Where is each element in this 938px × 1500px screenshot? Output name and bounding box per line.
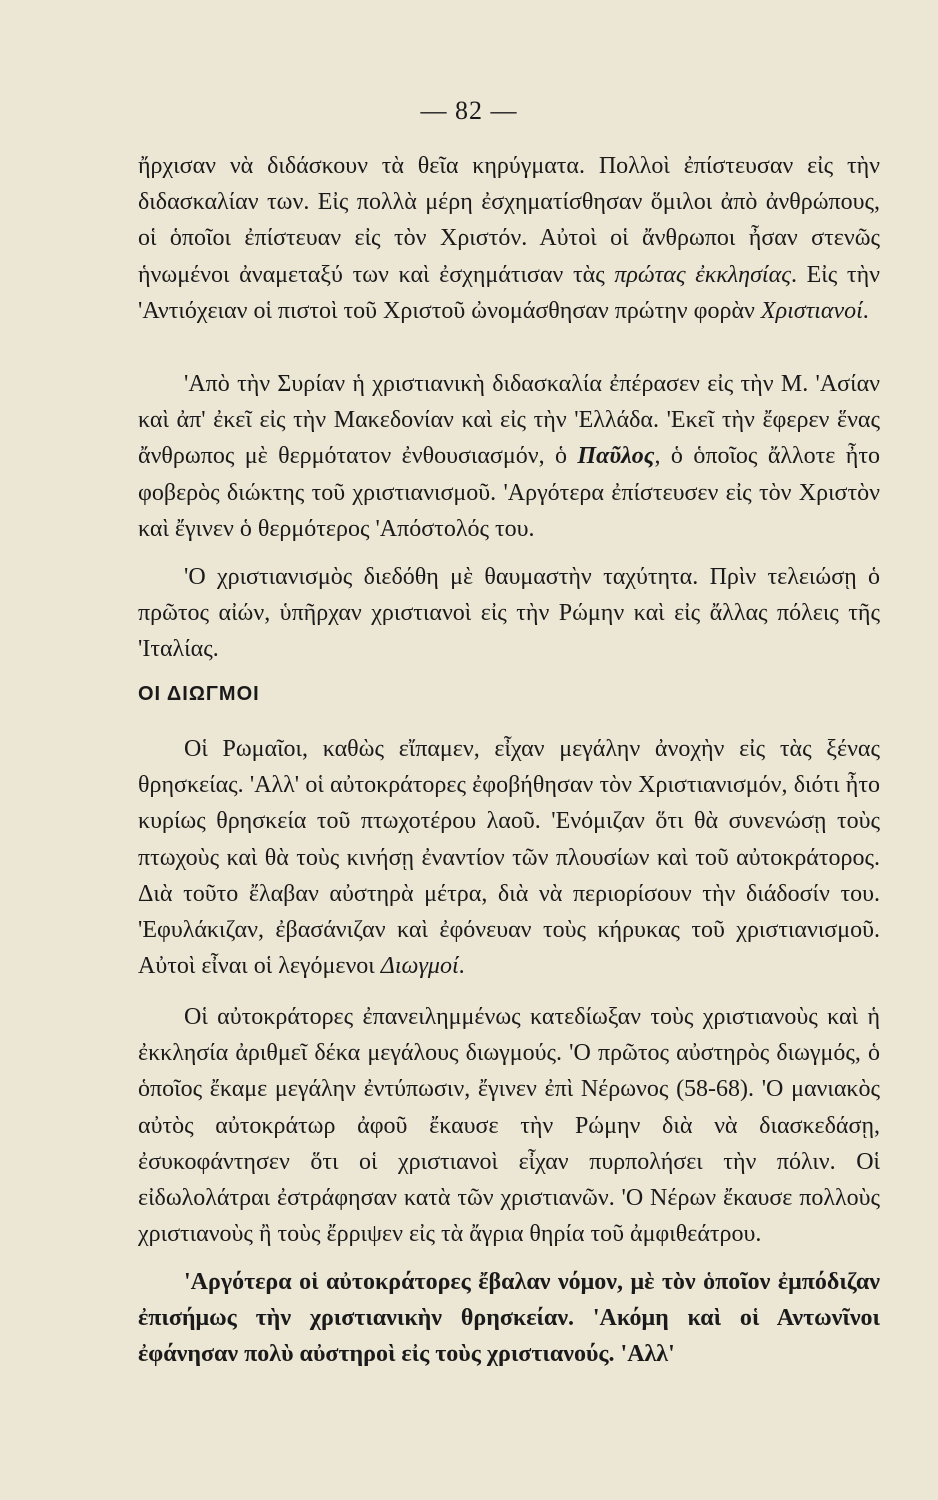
paragraph-2: [138, 366, 880, 547]
paragraph-1-text-a: ἤρχισαν νὰ διδάσκουν τὰ θεῖα κηρύγματα. Πολλοὶ ἐπίστευσαν εἰς τὴν διδασκαλίαν των. Εἰς πολλὰ μέρη ἐσχηματίσθησαν ὅμιλοι ἀπὸ ἀνθρώπους, οἱ ὁποῖοι ἐπίστευαν εἰς τὸν Χριστόν. Αὐτοὶ οἱ ἄνθρωποι ἦσαν στενῶς ἡνωμένοι ἀναμεταξύ των καὶ ἐσχημάτισαν τὰς: [138, 153, 880, 288]
page-number: — 82 —: [420, 96, 518, 125]
paragraph-4: [138, 731, 880, 984]
paragraph-2-text-a: 'Απὸ τὴν Συρίαν ἡ χριστιανικὴ διδασκαλία ἐπέρασεν εἰς τὴν Μ. 'Ασίαν καὶ ἀπ' ἐκεῖ εἰς τὴν Μακεδονίαν καὶ εἰς τὴν 'Ελλάδα. 'Εκεῖ τὴν ἔφερεν ἕνας ἄνθρωπος μὲ θερμότατον ἐνθουσιασμόν, ὁ: [138, 371, 880, 470]
paragraph-3: 'Ο χριστιανισμὸς διεδόθη μὲ θαυμαστὴν ταχύτητα. Πρὶν τελειώσῃ ὁ πρῶτος αἰών, ὑπῆρχαν χριστιανοὶ εἰς τὴν Ρώμην καὶ εἰς ἄλλας πόλεις τῆς 'Ιταλίας.: [138, 564, 880, 663]
paragraph-4-text-b: .: [458, 953, 465, 980]
paragraph-1-text-b: . Εἰς τὴν 'Αντιόχειαν οἱ πιστοὶ τοῦ Χριστοῦ ὠνομάσθησαν πρώτην φορὰν: [138, 261, 880, 324]
paragraph-2-text-b: , ὁ ὁποῖος ἄλλοτε ἦτο φοβερὸς διώκτης τοῦ χριστιανισμοῦ. 'Αργότερα ἐπίστευσεν εἰς τὸν Χριστὸν καὶ ἔγινεν ὁ θερμότερος 'Απόστολός του.: [138, 443, 881, 542]
emphasis-persecutions: Διωγμοί: [380, 953, 459, 980]
emphasis-paul: Παῦλος: [577, 443, 655, 470]
emphasis-first-churches: πρώτας ἐκκλησίας: [614, 261, 791, 288]
paragraph-4-text-a: Οἱ Ρωμαῖοι, καθὼς εἴπαμεν, εἶχαν μεγάλην ἀνοχὴν εἰς τὰς ξένας θρησκείας. 'Αλλ' οἱ αὐτοκράτορες ἐφοβήθησαν τὸν Χριστιανισμόν, διότι ἦτο κυρίως θρησκεία τοῦ πτωχοτέρου λαοῦ. 'Ενόμιζαν ὅτι θὰ συνενώσῃ τοὺς πτωχοὺς καὶ θὰ τοὺς κινήσῃ ἐναντίον τῶν πλουσίων καὶ τοῦ αὐτοκράτορος. Διὰ τοῦτο ἔλαβαν αὐστηρὰ μέτρα, διὰ νὰ περιορίσουν τὴν διάδοσίν του. 'Εφυλάκιζαν, ἐβασάνιζαν καὶ ἐφόνευαν τοὺς κήρυκας τοῦ χριστιανισμοῦ. Αὐτοὶ εἶναι οἱ λεγόμενοι: [138, 736, 880, 980]
paragraph-1: [138, 148, 880, 329]
section-heading: ΟΙ ΔΙΩΓΜΟΙ: [138, 683, 260, 705]
paragraph-5: Οἱ αὐτοκράτορες ἐπανειλημμένως κατεδίωξαν τοὺς χριστιανοὺς καὶ ἡ ἐκκλησία ἀριθμεῖ δέκα μεγάλους διωγμούς. 'Ο πρῶτος αὐστηρὸς διωγμός, ὁ ὁποῖος ἔκαμε μεγάλην ἐντύπωσιν, ἔγινεν ἐπὶ Νέρωνος (58-68). 'Ο μανιακὸς αὐτὸς αὐτοκράτωρ ἀφοῦ ἔκαυσε τὴν Ρώμην διὰ νὰ διασκεδάσῃ, ἐσυκοφάντησεν ὅτι οἱ χριστιανοὶ εἶχαν πυρπολήσει τὴν πόλιν. Οἱ εἰδωλολάτραι ἐστράφησαν κατὰ τῶν χριστιανῶν. 'Ο Νέρων ἔκαυσε πολλοὺς χριστιανοὺς ἢ τοὺς ἔρριψεν εἰς τὰ ἄγρια θηρία τοῦ ἀμφιθεάτρου.: [138, 1004, 880, 1248]
paragraph-6: 'Αργότερα οἱ αὐτοκράτορες ἔβαλαν νόμον, μὲ τὸν ὁποῖον ἐμπόδιζαν ἐπισήμως τὴν χριστιανικὴν θρησκείαν. 'Ακόμη καὶ οἱ Αντωνῖνοι ἐφάνησαν πολὺ αὐστηροὶ εἰς τοὺς χριστιανούς. 'Αλλ': [138, 1269, 880, 1368]
emphasis-christians: Χριστιανοί: [760, 297, 863, 324]
paragraph-1-text-c: .: [862, 297, 869, 324]
